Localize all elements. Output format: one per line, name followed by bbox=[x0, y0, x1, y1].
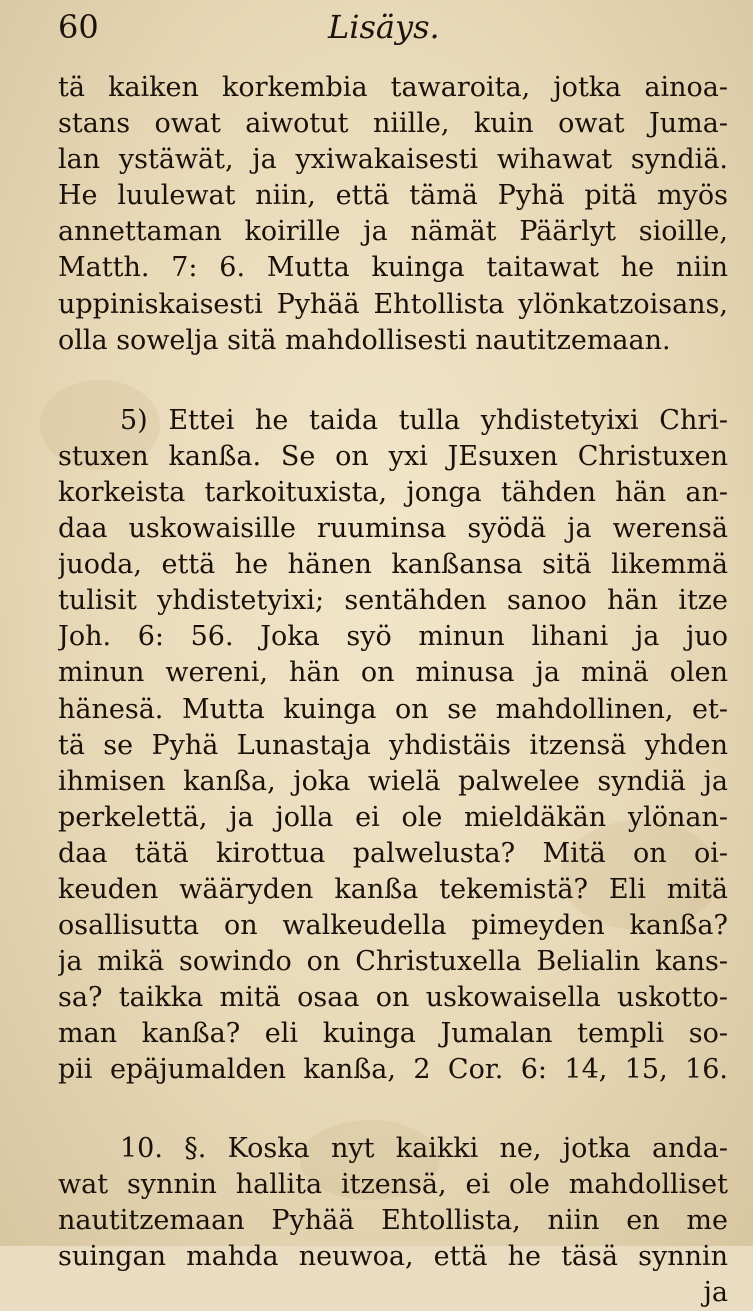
catchword: ja bbox=[703, 1276, 728, 1308]
text-line: uppiniskaisesti Pyhää Ehtollista ylönkatzoisans, bbox=[58, 288, 728, 320]
text-line: lan ystäwät, ja yxiwakaisesti wihawat syndiä. bbox=[58, 144, 728, 176]
text-line: olla sowelja sitä mahdollisesti nautitzemaan. bbox=[58, 324, 671, 356]
text-line: pii epäjumalden kanßa, 2 Cor. 6: 14, 15, 16. bbox=[58, 1054, 728, 1086]
text-line: sa? taikka mitä osaa on uskowaisella uskotto- bbox=[58, 982, 728, 1014]
text-line: Joh. 6: 56. Joka syö minun lihani ja juo bbox=[58, 621, 728, 653]
text-line: osallisutta on walkeudella pimeyden kanßa? bbox=[58, 910, 728, 942]
text-line: tä kaiken korkembia tawaroita, jotka ainoa- bbox=[58, 72, 728, 103]
text-line: ja mikä sowindo on Christuxella Belialin kans- bbox=[58, 946, 728, 978]
paragraph-gap bbox=[58, 1089, 728, 1131]
text-line: perkelettä, ja jolla ei ole mieldäkän ylönan- bbox=[58, 801, 728, 833]
text-line: keuden wääryden kanßa tekemistä? Eli mitä bbox=[58, 873, 728, 905]
text-line: korkeista tarkoituxista, jonga tähden hän an- bbox=[58, 476, 728, 508]
page-number: 60 bbox=[58, 8, 99, 46]
paragraph-gap bbox=[58, 359, 728, 403]
text-line: juoda, että he hänen kanßansa sitä likemmä bbox=[58, 549, 728, 581]
text-line: He luulewat niin, että tämä Pyhä pitä myös bbox=[58, 180, 728, 212]
text-line: stuxen kanßa. Se on yxi JEsuxen Christuxen bbox=[58, 440, 728, 472]
text-line: man kanßa? eli kuinga Jumalan templi so- bbox=[58, 1018, 728, 1050]
text-line: 10. §. Koska nyt kaikki ne, jotka anda- bbox=[120, 1132, 728, 1164]
text-line: ihmisen kanßa, joka wielä palwelee syndiä ja bbox=[58, 765, 728, 797]
text-line: annettaman koirille ja nämät Päärlyt sioille, bbox=[58, 216, 728, 248]
text-line: 5) Ettei he taida tulla yhdistetyixi Chri- bbox=[120, 404, 728, 436]
page-body bbox=[58, 70, 728, 1311]
text-line: suingan mahda neuwoa, että he täsä synnin bbox=[58, 1240, 728, 1272]
text-line: wat synnin hallita itzensä, ei ole mahdolliset bbox=[58, 1168, 728, 1200]
text-line: daa tätä kirottua palwelusta? Mitä on oi- bbox=[58, 837, 728, 869]
text-line: tä se Pyhä Lunastaja yhdistäis itzensä yhden bbox=[58, 729, 728, 761]
text-line: minun wereni, hän on minusa ja minä olen bbox=[58, 657, 728, 689]
text-line: tulisit yhdistetyixi; sentähden sanoo hän itze bbox=[58, 585, 728, 617]
text-line: daa uskowaisille ruuminsa syödä ja werensä bbox=[58, 513, 728, 545]
text-line: Matth. 7: 6. Mutta kuinga taitawat he niin bbox=[58, 252, 728, 284]
running-head: Lisäys. bbox=[328, 8, 440, 46]
text-line: nautitzemaan Pyhää Ehtollista, niin en me bbox=[58, 1204, 728, 1236]
text-line: hänesä. Mutta kuinga on se mahdollinen, et- bbox=[58, 693, 728, 725]
page-header bbox=[58, 8, 738, 52]
text-line: stans owat aiwotut niille, kuin owat Juma- bbox=[58, 108, 728, 140]
